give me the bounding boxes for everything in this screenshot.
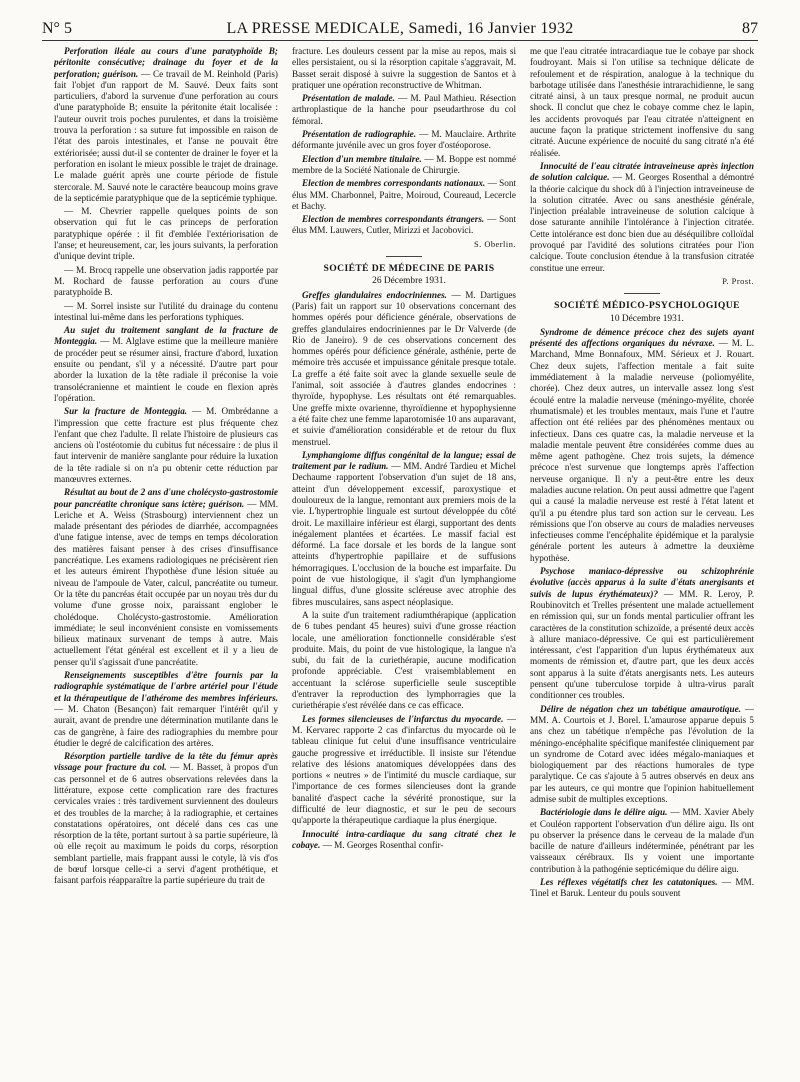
section-date: 26 Décembre 1931. [372, 276, 446, 287]
paragraph: Renseignements susceptibles d'être fournis par la radiographie systématique de l'arbre artériel pour l'étude et la thérapeutique de l'athérome des membres inférieurs. — M. Chaton (Besançon) fait remarquer l'intérêt qu'il y aurait, avant de prendre une détermination mutilante dans le cas de gangrène, à faire des radiographies du membre pour étudier le degré de calcification des artères. [54, 670, 278, 748]
page-number: 87 [742, 20, 758, 37]
section-divider [624, 293, 660, 294]
paragraph: Syndrome de démence précoce chez des sujets ayant présenté des affections organiques du névraxe. — M. L. Marchand, Mme Bonnafoux, MM. Sérieux et J. Rouart. Chez deux sujets, l'affection mentale a fait suite immédiatement à la maladie nerveuse (poliomyélite, chorée). Chez deux autres, un intervalle assez long s'est écoulé entre la maladie nerveuse (méningo-myélite, chorée rhumatismale) et les troubles mentaux, mais l'une et l'autre affection ont été reliées par des phénomènes mentaux ou infectieux. Dans ces quatre cas, la maladie nerveuse et la maladie mentale peuvent être considérées comme dues au même agent pathogène. Chez trois sujets, la démence précoce n'est survenue que longtemps après l'affection nerveuse organique. Il n'y a peut-être entre les deux maladies aucune relation. On peut aussi admettre que l'agent qui a causé la maladie nerveuse est resté à l'état latent et qu'il a pu étendre plus tard son action sur le cerveau. Les rémissions que l'on observe au cours de maladies nerveuses infectieuses comme l'encéphalite épidémique et la paralysie générale portent les auteurs à admettre la deuxième hypothèse. [530, 326, 754, 563]
paragraph: Innocuité de l'eau citratée intraveineuse après injection de solution calcique. — M. Georges Rosenthal a démontré la théorie calcique du shock dû à l'injection intraveineuse de la solution citratée. Avec ou sans anesthésie générale, l'injection préalable intraveineuse de solution calcique à dose saturante annihile l'intolérance à l'injection citratée. Cette intolérance est donc bien due au déséquilibre colloïdal provoqué par l'avidité des solutions citratées pour l'ion calcique. Toute conclusion étendue à la transfusion citratée constitue une erreur. [530, 160, 754, 273]
paragraph: Perforation iléale au cours d'une paratyphoïde B; péritonite consécutive; drainage du foyer et de la perforation; guérison. — Ce travail de M. Reinhold (Paris) fait l'objet d'un rapport de M. Sauvé. Deux faits sont particuliers, d'abord la survenue d'une perforation au cours d'une paratyphoïde B; ensuite la péritonite était localisée : l'auteur ouvrit trois poches purulentes, et dans la troisième trouva la perforation : sa suture fut impossible en raison de l'état des parois intestinales, et l'anse ne pouvait être extériorisée; aussi dut-il se contenter de drainer le foyer et la perforation en isolant le mieux possible le trajet de drainage. Le malade guérit après une courte période de fistule stercorale. M. Sauvé note le caractère beaucoup moins grave de la septicémie paratyphique que de la septicémie typhique. [54, 46, 278, 203]
paragraph: Les réflexes végétatifs chez les catatoniques. — MM. Tinel et Baruk. Lenteur du pouls souvent [530, 877, 754, 899]
paragraph: me que l'eau citratée intracardiaque tue le cobaye par shock foudroyant. Mais si l'on utilise sa technique délicate de refoulement et de réspiration, analogue à la technique du barbotage utilisée dans l'anesthésie intrarachidienne, le sang citraté ainsi, à un taux presque normal, ne produit aucun shock. Il conclut que chez le cobaye comme chez le lapin, les accidents provoqués par l'eau citratée n'atteignent en aucune façon la pratique strictement inoffensive du sang citraté. Aucune expérience de nocuité du sang citraté n'a été réalisée. [530, 46, 754, 158]
paragraph: — M. Chevrier rappelle quelques points de son observation qui fut le cas princeps de perforation paratyphique opérée : il fit d'emblée l'extériorisation de l'anse; et heureusement, car, les jours suivants, la perforation d'unique devint triple. [54, 206, 278, 262]
section-heading: SOCIÉTÉ DE MÉDECINE DE PARIS [323, 263, 495, 275]
journal-title: LA PRESSE MEDICALE, Samedi, 16 Janvier 1932 [226, 20, 574, 37]
paragraph: Greffes glandulaires endocriniennes. — M. Dartigues (Paris) fait un rapport sur 10 observations concernant des hommes opérés pour déficience générale, observations de greffes glandulaires endocriniennes par le Dr Valverde (de Rio de Janeiro). 9 de ces observations concernent des hommes opérés pour déficience générale, asthénie, perte de mémoire très accusée et impuissance génitale presque totale. La greffe a été faite soit avec la glande sexuelle seule de l'animal, soit associée à d'autres glandes endocrines : thyroïde, hypophyse. Les résultats ont été remarquables. Une greffe mixte ovarienne, thyroïdienne et hypophysienne a été faite chez une femme laparotomisée 10 ans auparavant, et suivie d'amélioration considérable et de retour du flux menstruel. [292, 289, 516, 447]
signature: S. Oberlin. [473, 239, 516, 249]
section-heading: SOCIÉTÉ MÉDICO-PSYCHOLOGIQUE [554, 300, 740, 312]
paragraph: — M. Sorrel insiste sur l'utilité du drainage du contenu intestinal lui-même dans les perforations typhiques. [54, 300, 278, 322]
paragraph: Résorption partielle tardive de la tête du fémur après vissage pour fracture du col. — M. Basset, à propos d'un cas personnel et de 6 autres observations relevées dans la littérature, expose cette complication rare des fractures cervicales vraies : très tardivement surviennent des douleurs et des troubles de la marche; à la radiographie, et certaines constatations opératoires, ont décelé dans ces cas une résorption de la tête, portant surtout à sa partie supérieure, là où elle reçoit au maximum le poids du corps, résorption semblant partielle, mais frappant aussi le cotyle, là vis d'os de bœuf lorsque celle-ci a servi d'agent prothétique, et faisant parfois réapparaître la partie supérieure du trait de [54, 751, 278, 886]
issue-number: N° 5 [42, 20, 72, 37]
paragraph: Psychose maniaco-dépressive ou schizophrénie évolutive (accès apparus à la suite d'états anergisants et suivis de lupus érythémateux)? — MM. R. Leroy, P. Roubinovitch et Trelles présentent une malade actuellement en rémission qui, sur un fonds mental particulier offrant les caractères de la constitution schizoïde, a présenté deux accès à allure maniaco-dépressive. Ce qui est particulièrement intéressant, c'est l'apparition d'un lupus érythémateux aux moments de rémission et, d'autre part, que les deux accès sont apparus à la suite d'états anergisants nets. Les auteurs pensent qu'une tuberculose torpide à ultra-virus paraît conditionner ces troubles. [530, 566, 754, 701]
paragraph: Election de membres correspondants étrangers. — Sont élus MM. Lauwers, Cutler, Mirizzi et Jacobovici. [292, 214, 516, 236]
paragraph: Délire de négation chez un tabétique amaurotique. — MM. A. Courtois et J. Borel. L'amaurose apparue depuis 5 ans chez un tabétique n'empêche pas l'évolution de la méningo-encéphalite spécifique manifestée cliniquement par un syndrome de Cotard avec idées mégalo-maniaques et biologiquement par des réactions humorales de type paralytique. Ce cas s'ajoute à 5 autres observés en deux ans par les auteurs, ce qui montre que l'opinion habituellement admise subit de multiples exceptions. [530, 703, 754, 804]
column-3 [530, 46, 754, 1082]
paragraph: Au sujet du traitement sanglant de la fracture de Monteggia. — M. Alglave estime que la meilleure manière de procéder peut se résumer ainsi, fracture d'abord, luxation ensuite ou pendant, s'il y a nécessité. D'autre part pour aborder la luxation de la tête radiale il préconise la voie transolécranienne et maintient le coude en flexion après l'opération. [54, 325, 278, 403]
article-columns [54, 46, 754, 1082]
paragraph: fracture. Les douleurs cessent par la mise au repos, mais si elles persistaient, ou si la résorption capitale s'aggravait, M. Basset serait disposé à suivre la suggestion de Santos et à pratiquer une opération reconstructive de Whitman. [292, 46, 516, 90]
paragraph: Résultat au bout de 2 ans d'une cholécysto-gastrostomie pour pancréatite chronique sans ictère; guérison. — MM. Leriche et A. Weiss (Strasbourg) interviennent chez un malade présentant des périodes de diarrhée, accompagnées d'une fatigue intense, avec de temps en temps décoloration des matières faisant penser à des crises d'insuffisance pancréatique. Les examens radiologiques ne précisèrent rien et les auteurs émirent l'hypothèse d'une lésion située au niveau de l'ampoule de Vater, calcul, pancréatite ou tumeur. Or la tête du pancréas était occupée par un noyau très dur du volume d'une grosse noix, paraissant englober le cholédoque. Cholécysto-gastrostomie. Amélioration immédiate; le seul inconvénient consiste en vomissements bilieux matinaux survenant de temps à autre. Mais actuellement l'état général est excellent et il y a lieu de penser qu'il s'agissait d'une pancréatite. [54, 487, 278, 667]
paragraph: Lymphangiome diffus congénital de la langue; essai de traitement par le radium. — MM. André Tardieu et Michel Dechaume rapportent l'observation d'un sujet de 18 ans, atteint d'un développement excessif, paroxystique et douloureux de la langue, remontant aux premiers mois de la vie. L'hypertrophie linguale est surtout développée du côté droit. Le maxillaire inférieur est élargi, supportant des dents inégalement plantées et écartées. Le massif facial est déformé. La face dorsale et les bords de la langue sont atteints d'hypertrophie papillaire et de suffusions hémorragiques. L'occlusion de la bouche est imparfaite. Du point de vue histologique, il s'agit d'un lymphangiome lingual diffus, d'une glossite scléreuse avec atrophie des fibres musculaires, sans aspect néoplasique. [292, 449, 516, 607]
column-1 [54, 46, 278, 1082]
signature: P. Prost. [722, 276, 754, 286]
paragraph: Présentation de malade. — M. Paul Mathieu. Résection arthroplastique de la hanche pour pseudarthrose du col fémoral. [292, 93, 516, 126]
paragraph: A la suite d'un traitement radiumthérapique (application de 6 tubes pendant 45 heures) suivi d'une grosse réaction locale, une amélioration fonctionnelle considérable s'est produite. Mais, du point de vue histologique, la langue n'a subi, du fait de la curiethérapie, aucune modification profonde appréciable. C'est vraisemblablement en accentuant la sclérose superficielle seule susceptible d'entraver la reproduction des lymphorragies que la curiethérapie s'est révélée dans ce cas efficace. [292, 609, 516, 711]
section-date: 10 Décembre 1931. [610, 313, 684, 324]
paragraph: — M. Brocq rappelle une observation jadis rapportée par M. Rochard de fausse perforation au cours d'une paratyphoïde B. [54, 264, 278, 298]
paragraph: Présentation de radiographie. — M. Mauclaire. Arthrite déformante juvénile avec un gros foyer d'ostéoporose. [292, 129, 516, 151]
header-rule [42, 40, 758, 41]
paragraph: Innocuité intra-cardiaque du sang citraté chez le cobaye. — M. Georges Rosenthal confir- [292, 828, 516, 850]
paragraph: Election d'un membre titulaire. — M. Boppe est nommé membre de la Société Nationale de Chirurgie. [292, 153, 516, 175]
section-divider [386, 256, 422, 257]
paragraph: Sur la fracture de Monteggia. — M. Ombrédanne a l'impression que cette fracture est plus fréquente chez l'enfant que chez l'adulte. Il relate l'histoire de plusieurs cas anciens où l'ostéotomie du cubitus fut nécessaire : de plus il faut intervenir de manière sanglante pour réduire la luxation de la tête radiale si on n'a pu obtenir cette réduction par manœuvres externes. [54, 406, 278, 484]
paragraph: Les formes silencieuses de l'infarctus du myocarde. — M. Kervarec rapporte 2 cas d'infarctus du myocarde où le tableau clinique fut celui d'une insuffisance ventriculaire gauche progressive et irréductible. Il insiste sur l'étendue relative des lésions anatomiques développées dans des portions « neutres » de l'intimité du muscle cardiaque, sur l'importance de ces formes silencieuses dont la grande banalité d'aspect cache la sévérité pronostique, sur la difficulté de leur diagnostic, et sur le peu de secours qu'apporte la thérapeutique cardiaque la plus énergique. [292, 713, 516, 826]
column-2 [292, 46, 516, 1082]
paragraph: Bactériologie dans le délire aigu. — MM. Xavier Abely et Couléon rapportent l'observation d'un délire aigu. Ils ont pu observer la présence dans le cerveau de la malade d'un bacille de nature d'ailleurs indéterminée, pénétrant par les vaisseaux cérébraux. Ils y voient une importante contribution à la pathogénie septicémique du délire aigu. [530, 807, 754, 874]
paragraph: Election de membres correspondants nationaux. — Sont élus MM. Charbonnel, Paitre, Moiroud, Coureaud, Lecercle et Bachy. [292, 178, 516, 211]
